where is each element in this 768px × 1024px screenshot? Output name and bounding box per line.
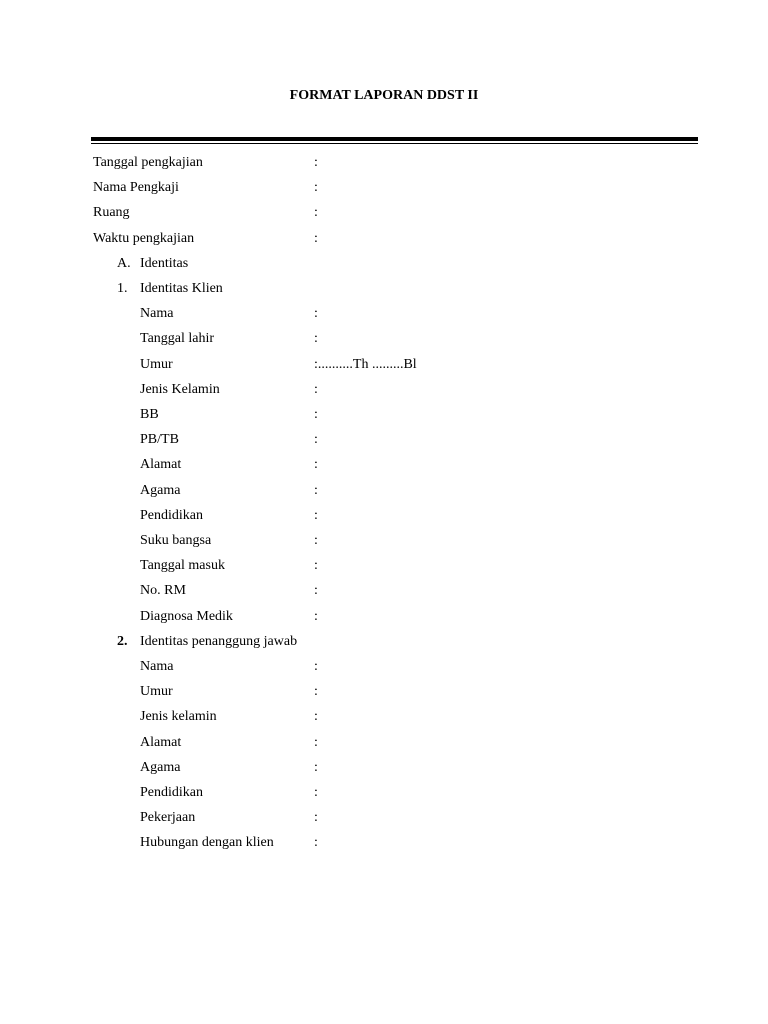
field-label: Pekerjaan [140, 810, 196, 826]
field-value[interactable]: : [314, 180, 318, 196]
list-marker: 2. [117, 633, 128, 649]
field-label: PB/TB [140, 432, 179, 448]
field-label: No. RM [140, 583, 186, 599]
klien-field-row [0, 581, 768, 601]
penanggung-field-row [0, 808, 768, 828]
field-value[interactable]: : [314, 583, 318, 599]
list-marker: 1. [117, 281, 128, 296]
field-label: Identitas [140, 255, 189, 271]
field-value[interactable]: : [314, 205, 318, 221]
field-value[interactable]: : [314, 432, 318, 448]
list-marker: A. [117, 255, 131, 271]
klien-field-row [0, 380, 768, 400]
header-field-row [0, 229, 768, 249]
field-value[interactable]: : [314, 331, 318, 347]
field-label: Identitas penanggung jawab [140, 633, 298, 649]
klien-field-row [0, 556, 768, 576]
field-label: Agama [140, 759, 181, 775]
klien-field-row [0, 430, 768, 450]
field-value[interactable]: :..........Th .........Bl [314, 356, 417, 372]
field-label: Tanggal pengkajian [93, 155, 203, 170]
field-value[interactable]: : [314, 306, 318, 322]
penanggung-field-row [0, 682, 768, 702]
penanggung-field-row [0, 657, 768, 677]
field-value[interactable]: : [314, 457, 318, 473]
field-label: Suku bangsa [140, 533, 212, 548]
klien-field-row [0, 329, 768, 349]
field-label: Hubungan dengan klien [140, 835, 274, 851]
field-label: Identitas Klien [140, 281, 223, 296]
header-field-row [0, 178, 768, 198]
field-label: Nama [140, 306, 174, 322]
field-label: Alamat [140, 457, 182, 473]
field-value[interactable]: : [314, 407, 318, 422]
field-value[interactable]: : [314, 155, 318, 170]
klien-field-row [0, 531, 768, 551]
field-value[interactable]: : [314, 785, 318, 800]
field-label: Umur [140, 356, 173, 372]
field-label: Jenis Kelamin [140, 381, 220, 397]
penanggung-field-row [0, 833, 768, 853]
field-label: Tanggal lahir [140, 331, 215, 347]
klien-heading [0, 279, 768, 299]
field-label: Nama [140, 659, 174, 674]
title-divider-thin [91, 143, 698, 144]
penanggung-field-row [0, 707, 768, 727]
klien-field-row [0, 355, 768, 375]
field-value[interactable]: : [314, 381, 318, 397]
field-value[interactable]: : [314, 608, 318, 624]
field-label: Ruang [93, 205, 130, 221]
klien-field-row [0, 455, 768, 475]
document-title: FORMAT LAPORAN DDST II [289, 88, 479, 103]
field-value[interactable]: : [314, 759, 318, 775]
field-label: Waktu pengkajian [93, 230, 195, 246]
field-label: Pendidikan [140, 785, 203, 800]
field-value[interactable]: : [314, 558, 318, 574]
field-label: Umur [140, 684, 173, 700]
klien-field-row [0, 405, 768, 425]
field-value[interactable]: : [314, 230, 318, 246]
field-value[interactable]: : [314, 659, 318, 674]
header-field-row [0, 153, 768, 173]
penanggung-field-row [0, 733, 768, 753]
field-value[interactable]: : [314, 734, 318, 750]
klien-field-row [0, 481, 768, 501]
field-label: Pendidikan [140, 507, 203, 523]
field-value[interactable]: : [314, 507, 318, 523]
klien-field-row [0, 506, 768, 526]
field-value[interactable]: : [314, 533, 318, 548]
field-label: Tanggal masuk [140, 558, 225, 574]
klien-field-row [0, 607, 768, 627]
field-value[interactable]: : [314, 810, 318, 826]
field-label: Agama [140, 482, 181, 498]
penanggung-field-row [0, 783, 768, 803]
field-label: Diagnosa Medik [140, 608, 233, 624]
penanggung-heading [0, 632, 768, 652]
penanggung-field-row [0, 758, 768, 778]
section-a-heading [0, 254, 768, 274]
field-value[interactable]: : [314, 835, 318, 851]
title-divider-thick [91, 137, 698, 141]
field-value[interactable]: : [314, 684, 318, 700]
field-label: Jenis kelamin [140, 709, 217, 725]
field-label: BB [140, 407, 159, 422]
header-field-row [0, 203, 768, 223]
field-label: Alamat [140, 734, 182, 750]
field-value[interactable]: : [314, 482, 318, 498]
klien-field-row [0, 304, 768, 324]
field-value[interactable]: : [314, 709, 318, 725]
field-label: Nama Pengkaji [93, 180, 179, 196]
